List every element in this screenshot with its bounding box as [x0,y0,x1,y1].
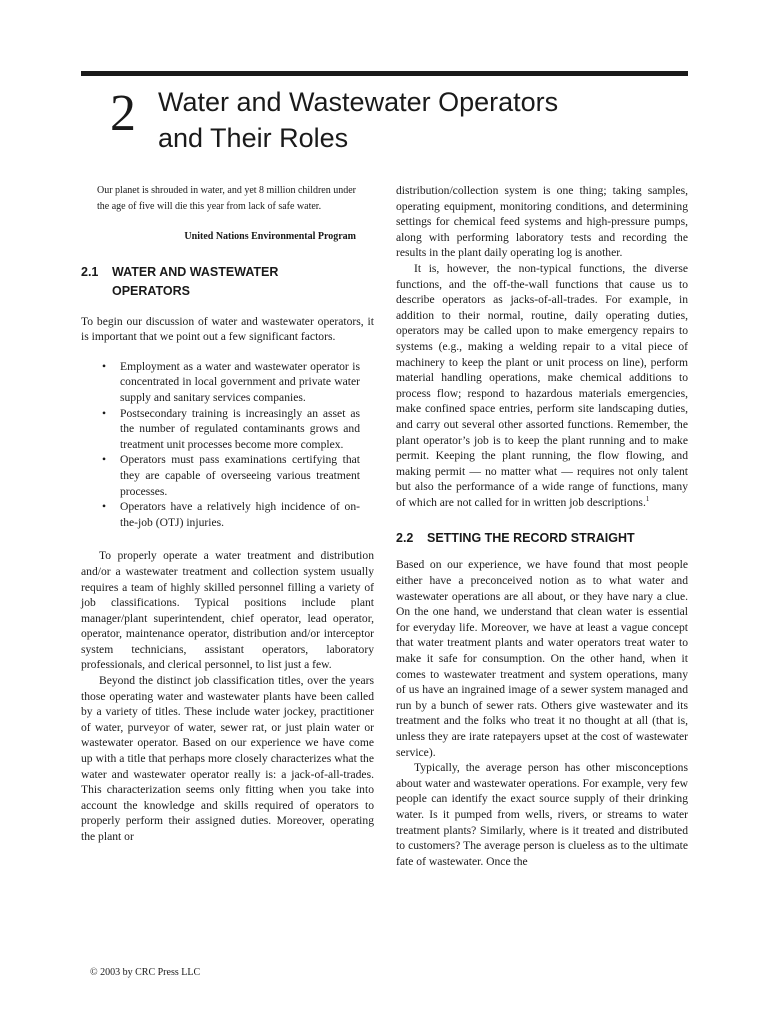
chapter-title-line-2: and Their Roles [158,123,349,153]
section-2-2-title: SETTING THE RECORD STRAIGHT [427,531,635,546]
section-2-2-heading [396,529,688,548]
left-column [81,183,374,845]
copyright-footer: © 2003 by CRC Press LLC [90,967,201,978]
epigraph-text: Our planet is shrouded in water, and yet 8 million children under the age of five will die this year from lack of safe water. [97,185,356,212]
list-item: • Operators have a relatively high incidence of on-the-job (OTJ) injuries. [81,499,374,530]
section-2-1-title-line-2: OPERATORS [112,283,191,298]
paragraph-continued: distribution/collection system is one thing; taking samples, operating equipment, monitoring conditions, and determining settings for chemical feed systems and high-pressure pumps, along with performing laboratory tests and recording the results in the plant daily operating log is another. [396,184,688,260]
paragraph-intro: To begin our discussion of water and wastewater operators, it is important that we point out a few significant factors. [81,314,374,344]
footnote-marker: 1 [645,495,650,504]
paragraph-jack-of-all-trades [396,261,688,511]
list-item: • Operators must pass examinations certifying that they are capable of overseeing various treatment processes. [81,452,374,499]
section-2-1-number: 2.1 [81,264,99,279]
section-2-1-title-line-1: WATER AND WASTEWATER [112,264,279,279]
section-2-2-number: 2.2 [396,531,414,546]
chapter-title [158,84,658,156]
section-2-1-heading [81,263,374,301]
paragraph-text: It is, however, the non-typical functions, the diverse functions, and the off-the-wall functions that cause us to describe operators as jacks-of-all-trades. For example, in addition to their normal, routine, daily operating duties, operators may be called upon to make emergency repairs to systems (e.g., making a welding repair to a vital piece of machinery to keep the plant or unit process on line), perform material handling operations, make chemical additions to process flow; respond to hazardous materials emergencies, make confined space entries, perform site landscaping duties, and carry out several other assorted functions. Remember, the plant operator’s job is to keep the plant running and to make permit. Keeping the plant running, the flow flowing, and making permit — no matter what — requires not only talent but also the performance of a wide range of functions, many of which are not called for in written job descriptions. [396,261,688,509]
paragraph-titles: Beyond the distinct job classification titles, over the years those operating water and wastewater plants have been called by a variety of titles. These include water jockey, practitioner of water, purveyor of water, sewer rat, or just plain water or wastewater operator. Based on our experience we have come up with a title that perhaps more closely characterizes what the water and wastewater operator really is: a jack-of-all-trades. This characterization seems only fitting when you take into account the knowledge and skills required of operators to properly perform their assigned duties. Moreover, operating the plant or [81,674,374,843]
paragraph-record: Based on our experience, we have found that most people either have a preconceived notion as to what water and wastewater operations are all about, or they have nary a clue. On the one hand, we understand that clean water is essential for everyday life. Moreover, we have at least a vague concept that water treatment plants and water operators treat water to make it safe for consumption. On the other hand, when it comes to wastewater treatment and system operations, many of us have an ingrained image of a sewer system managed and run by a bunch of sewer rats. Others give wastewater and its treatment and the folks who treat it no thought at all (that is, unless they are irate ratepayers upset at the cost of wastewater service). [396,558,688,759]
factors-list [81,359,374,531]
paragraph-misconceptions: Typically, the average person has other misconceptions about water and wastewater operations. For example, very few people can identify the exact source supply of their drinking water. Is it pumped from wells, rivers, or streams to water treatment plants? Similarly, where is it treated and distributed to customers? The average person is clueless as to the ultimate fate of wastewater. Once the [396,761,688,868]
epigraph-source: United Nations Environmental Program [184,231,356,242]
chapter-number: 2 [110,85,136,142]
paragraph-team: To properly operate a water treatment and distribution and/or a wastewater treatment and collection system usually requires a team of highly skilled personnel filling a variety of job classifications. Typical positions include plant manager/plant superintendent, chief operator, lead operator, operator, maintenance operator, distribution and/or interceptor system technicians, assistant operators, laboratory professionals, and clerical personnel, to list just a few. [81,549,374,672]
right-column [396,183,688,869]
list-item: • Employment as a water and wastewater operator is concentrated in local government and private water supply and sanitary services companies. [81,359,374,406]
list-item: • Postsecondary training is increasingly an asset as the number of regulated contaminants grows and treatment unit processes become more complex. [81,406,374,453]
chapter-rule [81,71,688,76]
chapter-title-line-1: Water and Wastewater Operators [158,87,559,117]
